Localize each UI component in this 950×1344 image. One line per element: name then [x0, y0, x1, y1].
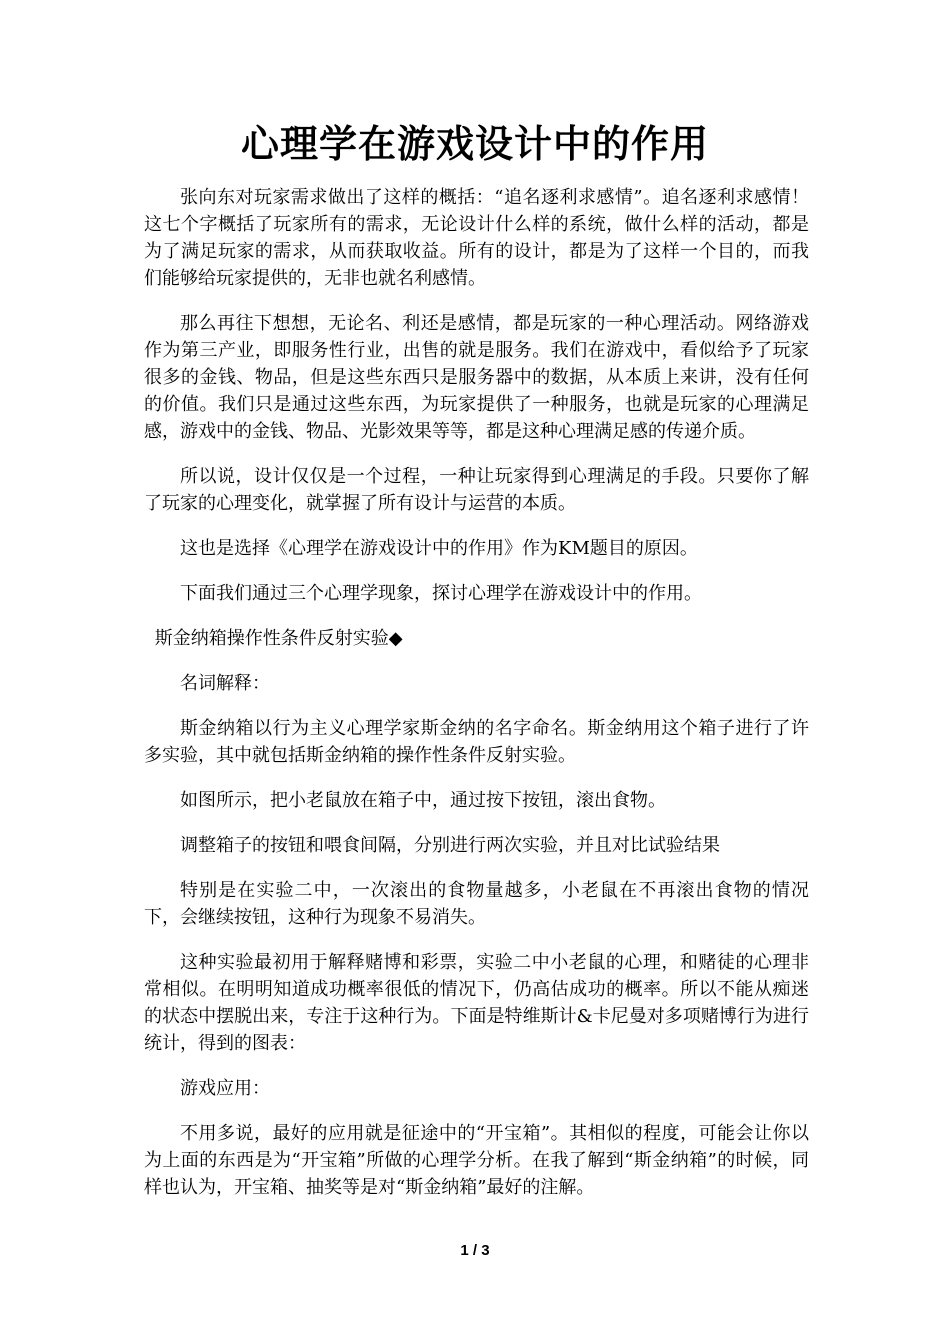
paragraph: 斯金纳箱以行为主义心理学家斯金纳的名字命名。斯金纳用这个箱子进行了许多实验，其中就包括斯金纳箱的操作性条件反射实验。: [144, 718, 809, 766]
paragraph: 名词解释：: [180, 673, 270, 694]
document-body: [144, 184, 809, 1219]
paragraph: 所以说，设计仅仅是一个过程，一种让玩家得到心理满足的手段。只要你了解了玩家的心理变化，就掌握了所有设计与运营的本质。: [144, 466, 809, 514]
paragraph: 张向东对玩家需求做出了这样的概括：“追名逐利求感情”。追名逐利求感情！这七个字概括了玩家所有的需求，无论设计什么样的系统，做什么样的活动，都是为了满足玩家的需求，从而获取收益。所有的设计，都是为了这样一个目的，而我们能够给玩家提供的，无非也就名利感情。: [144, 187, 809, 289]
paragraph: 这种实验最初用于解释赌博和彩票，实验二中小老鼠的心理，和赌徒的心理非常相似。在明明知道成功概率很低的情况下，仍高估成功的概率。所以不能从痴迷的状态中摆脱出来，专注于这种行为。下面是特维斯计&卡尼曼对多项赌博行为进行统计，得到的图表：: [144, 952, 809, 1054]
page-number: 1 / 3: [460, 1242, 490, 1259]
section-heading: 斯金纳箱操作性条件反射实验◆: [154, 628, 403, 649]
paragraph: 那么再往下想想，无论名、利还是感情，都是玩家的一种心理活动。网络游戏作为第三产业，即服务性行业，出售的就是服务。我们在游戏中，看似给予了玩家很多的金钱、物品，但是这些东西只是服务器中的数据，从本质上来讲，没有任何的价值。我们只是通过这些东西，为玩家提供了一种服务，也就是玩家的心理满足感，游戏中的金钱、物品、光影效果等等，都是这种心理满足感的传递介质。: [144, 313, 809, 442]
paragraph: 如图所示，把小老鼠放在箱子中，通过按下按钮，滚出食物。: [180, 790, 666, 811]
paragraph: 这也是选择《心理学在游戏设计中的作用》作为KM题目的原因。: [180, 538, 698, 559]
paragraph: 游戏应用：: [180, 1078, 270, 1099]
paragraph: 不用多说，最好的应用就是征途中的“开宝箱”。其相似的程度，可能会让你以为上面的东西是为“开宝箱”所做的心理学分析。在我了解到“斯金纳箱”的时候，同样也认为，开宝箱、抽奖等是对“斯金纳箱”最好的注解。: [144, 1123, 809, 1198]
paragraph: 调整箱子的按钮和喂食间隔，分别进行两次实验，并且对比试验结果: [180, 835, 720, 856]
document-title: 心理学在游戏设计中的作用: [240, 121, 709, 166]
paragraph: 特别是在实验二中，一次滚出的食物量越多，小老鼠在不再滚出食物的情况下，会继续按钮，这种行为现象不易消失。: [144, 880, 809, 928]
paragraph: 下面我们通过三个心理学现象，探讨心理学在游戏设计中的作用。: [180, 583, 702, 604]
